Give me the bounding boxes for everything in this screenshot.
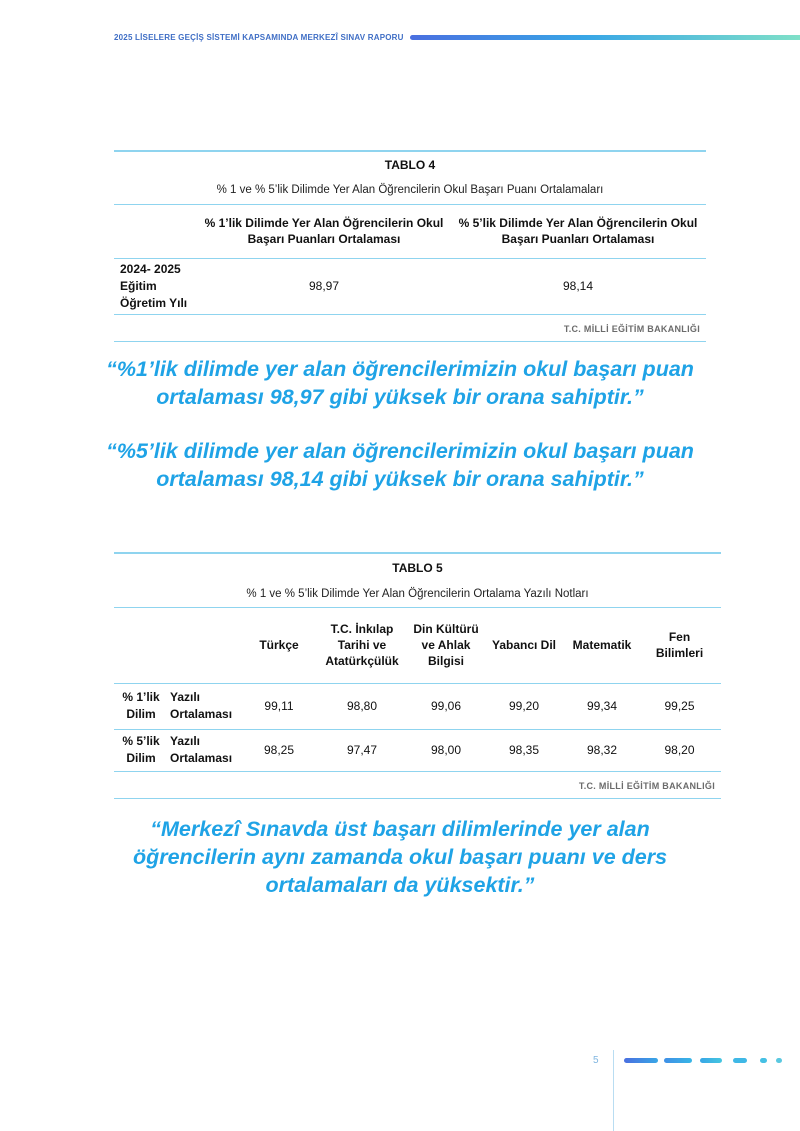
table-5-col-yabanci: Yabancı Dil bbox=[482, 607, 566, 683]
table-4-row-label: 2024- 2025 Eğitim Öğretim Yılı bbox=[114, 258, 198, 314]
page-number: 5 bbox=[593, 1055, 599, 1066]
quote-5pct: “%5’lik dilimde yer alan öğrencilerimizin okul başarı puan ortalaması 98,14 gibi yüksek bir orana sahiptir.” bbox=[106, 439, 694, 491]
footer-dash-3 bbox=[700, 1058, 722, 1063]
table-5-col-turkce: Türkçe bbox=[244, 607, 314, 683]
footer-dash-2 bbox=[664, 1058, 692, 1063]
footer-dash-4 bbox=[733, 1058, 747, 1063]
quote-conclusion: “Merkezî Sınavda üst başarı dilimlerinde yer alan öğrencilerin aynı zamanda okul başarı puanı ve ders ortalamaları da yüksektir.” bbox=[132, 817, 668, 897]
header-gradient-bar bbox=[410, 35, 800, 40]
table-5-col-inkilap: T.C. İnkılap Tarihi ve Atatürkçülük bbox=[314, 607, 410, 683]
table-4-col-1pct: % 1’lik Dilimde Yer Alan Öğrencilerin Okul Başarı Puanları Ortalaması bbox=[198, 204, 450, 258]
table-4-value-1pct: 98,97 bbox=[198, 258, 450, 314]
footer-dash-1 bbox=[624, 1058, 658, 1063]
table-5-col-din: Din Kültürü ve Ahlak Bilgisi bbox=[410, 607, 482, 683]
table-5-subtitle: % 1 ve % 5’lik Dilimde Yer Alan Öğrencilerin Ortalama Yazılı Notları bbox=[114, 581, 721, 607]
table-5-col-matematik: Matematik bbox=[566, 607, 638, 683]
table-5-source: T.C. MİLLİ EĞİTİM BAKANLIĞI bbox=[578, 780, 715, 791]
table-row: % 1’lik Dilim Yazılı Ortalaması 99,11 98,80 99,06 99,20 99,34 99,25 bbox=[114, 683, 721, 729]
table-4-value-5pct: 98,14 bbox=[450, 258, 706, 314]
table-4-source: T.C. MİLLİ EĞİTİM BAKANLIĞI bbox=[563, 323, 700, 334]
table-4-col-5pct: % 5’lik Dilimde Yer Alan Öğrencilerin Okul Başarı Puanları Ortalaması bbox=[450, 204, 706, 258]
table-5-title: TABLO 5 bbox=[114, 553, 721, 581]
table-4-title: TABLO 4 bbox=[114, 151, 706, 177]
footer-dash-5 bbox=[760, 1058, 767, 1063]
table-row: % 5’lik Dilim Yazılı Ortalaması 98,25 97,47 98,00 98,35 98,32 98,20 bbox=[114, 729, 721, 771]
footer-dash-6 bbox=[776, 1058, 782, 1063]
table-4 bbox=[114, 150, 706, 342]
report-header-title: 2025 LİSELERE GEÇİŞ SİSTEMİ KAPSAMINDA MERKEZÎ SINAV RAPORU bbox=[114, 33, 404, 42]
footer-divider bbox=[613, 1050, 614, 1131]
table-5 bbox=[114, 552, 721, 799]
quote-1pct: “%1’lik dilimde yer alan öğrencilerimizin okul başarı puan ortalaması 98,97 gibi yüksek bir orana sahiptir.” bbox=[106, 357, 694, 409]
table-5-col-fen: Fen Bilimleri bbox=[638, 607, 721, 683]
table-4-subtitle: % 1 ve % 5’lik Dilimde Yer Alan Öğrencilerin Okul Başarı Puanı Ortalamaları bbox=[114, 177, 706, 204]
